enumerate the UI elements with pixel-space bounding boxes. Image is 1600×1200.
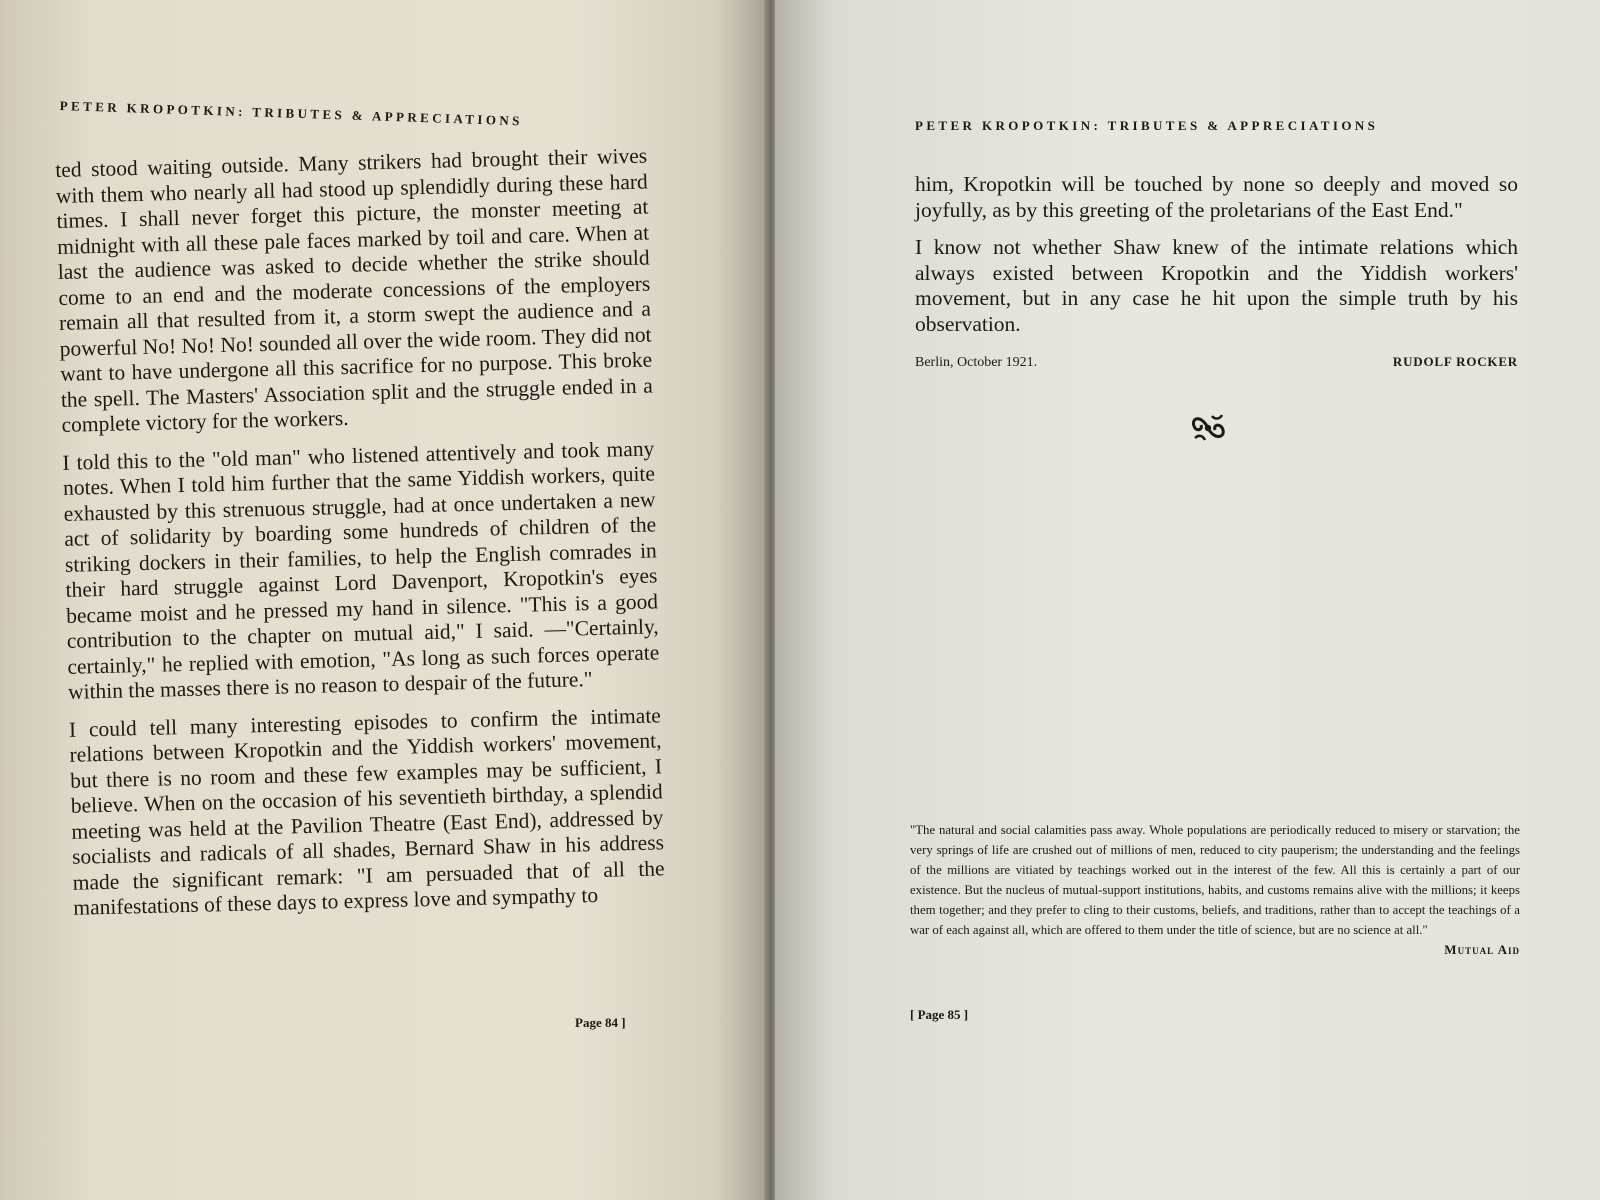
signature-row <box>915 349 1518 376</box>
paragraph: him, Kropotkin will be touched by none so deeply and moved so joyfully, as by this greeting of the proletarians of the East End." <box>915 172 1518 222</box>
signature-author: RUDOLF ROCKER <box>1392 354 1518 369</box>
paragraph: I could tell many interesting episodes to confirm the intimate relations between Kropotkin and the Yiddish workers' movement, but there is no room and these few examples may be sufficient, I believe. When on the occasion of his seventieth birthday, a splendid meeting was held at the Pavilion Theatre (East End), addressed by socialists and radicals of all shades, Bernard Shaw in his address made the significant remark: "I am persuaded that of all the manifestations of these days to express love and sympathy to <box>68 702 665 920</box>
paragraph: ted stood waiting outside. Many strikers had brought their wives with them who nearly all had stood up splendidly during these hard times. I shall never forget this picture, the monster meeting at midnight with all these pale faces marked by toil and care. When at last the audience was asked to decide whether the strike should come to an end and the moderate concessions of the employers remain all that resulted from it, a storm swept the audience and a powerful No! No! No! sounded all over the wide room. They did not want to have undergone all this sacrifice for no purpose. This broke the spell. The Masters' Association split and the struggle ended in a complete victory for the workers. <box>55 143 654 437</box>
right-body-text <box>915 172 1518 376</box>
page-number-left: Page 84 ] <box>575 1015 626 1030</box>
fleuron-icon <box>1187 408 1229 448</box>
signature-place-date: Berlin, October 1921. <box>915 355 1038 370</box>
footnote <box>910 820 1520 960</box>
footnote-quote: "The natural and social calamities pass away. Whole populations are periodically reduced to misery or starvation; the very springs of life are crushed out of millions of men, reduced to city pauperism; the understanding and the feelings of the millions are vitiated by teachings worked out in the interest of the few. All this is certainly a part of our existence. But the nucleus of mutual-support institutions, habits, and customs remains alive with the millions; it keeps them together; and they prefer to cling to their customs, beliefs, and traditions, rather than to accept the teachings of a war of each against all, which are offered to them under the title of science, but are no science at all." <box>910 823 1520 937</box>
left-page <box>0 0 770 1200</box>
left-body-text <box>55 144 666 934</box>
right-page <box>775 0 1600 1200</box>
paragraph: I told this to the "old man" who listened attentively and took many notes. When I told him further that the same Yiddish workers, quite exhausted by this strenuous struggle, had at once undertaken a new act of solidarity by boarding some hundreds of children of the striking dockers in their families, to help the English comrades in their hard struggle against Lord Davenport, Kropotkin's eyes became moist and he pressed my hand in silence. "This is a good contribution to the chapter on mutual aid," I said. —"Certainly, certainly," he replied with emotion, "As long as such forces operate within the masses there is no reason to despair of the future." <box>62 435 660 704</box>
running-head-left: PETER KROPOTKIN: TRIBUTES & APPRECIATIONS <box>59 98 524 129</box>
footnote-source: Mutual Aid <box>1444 942 1520 957</box>
running-head-right: PETER KROPOTKIN: TRIBUTES & APPRECIATIONS <box>915 118 1379 133</box>
paragraph: I know not whether Shaw knew of the intimate relations which always existed between Kropotkin and the Yiddish workers' movement, but in any case he hit upon the simple truth by his observation. <box>915 235 1518 336</box>
page-number-right: [ Page 85 ] <box>910 1007 969 1022</box>
